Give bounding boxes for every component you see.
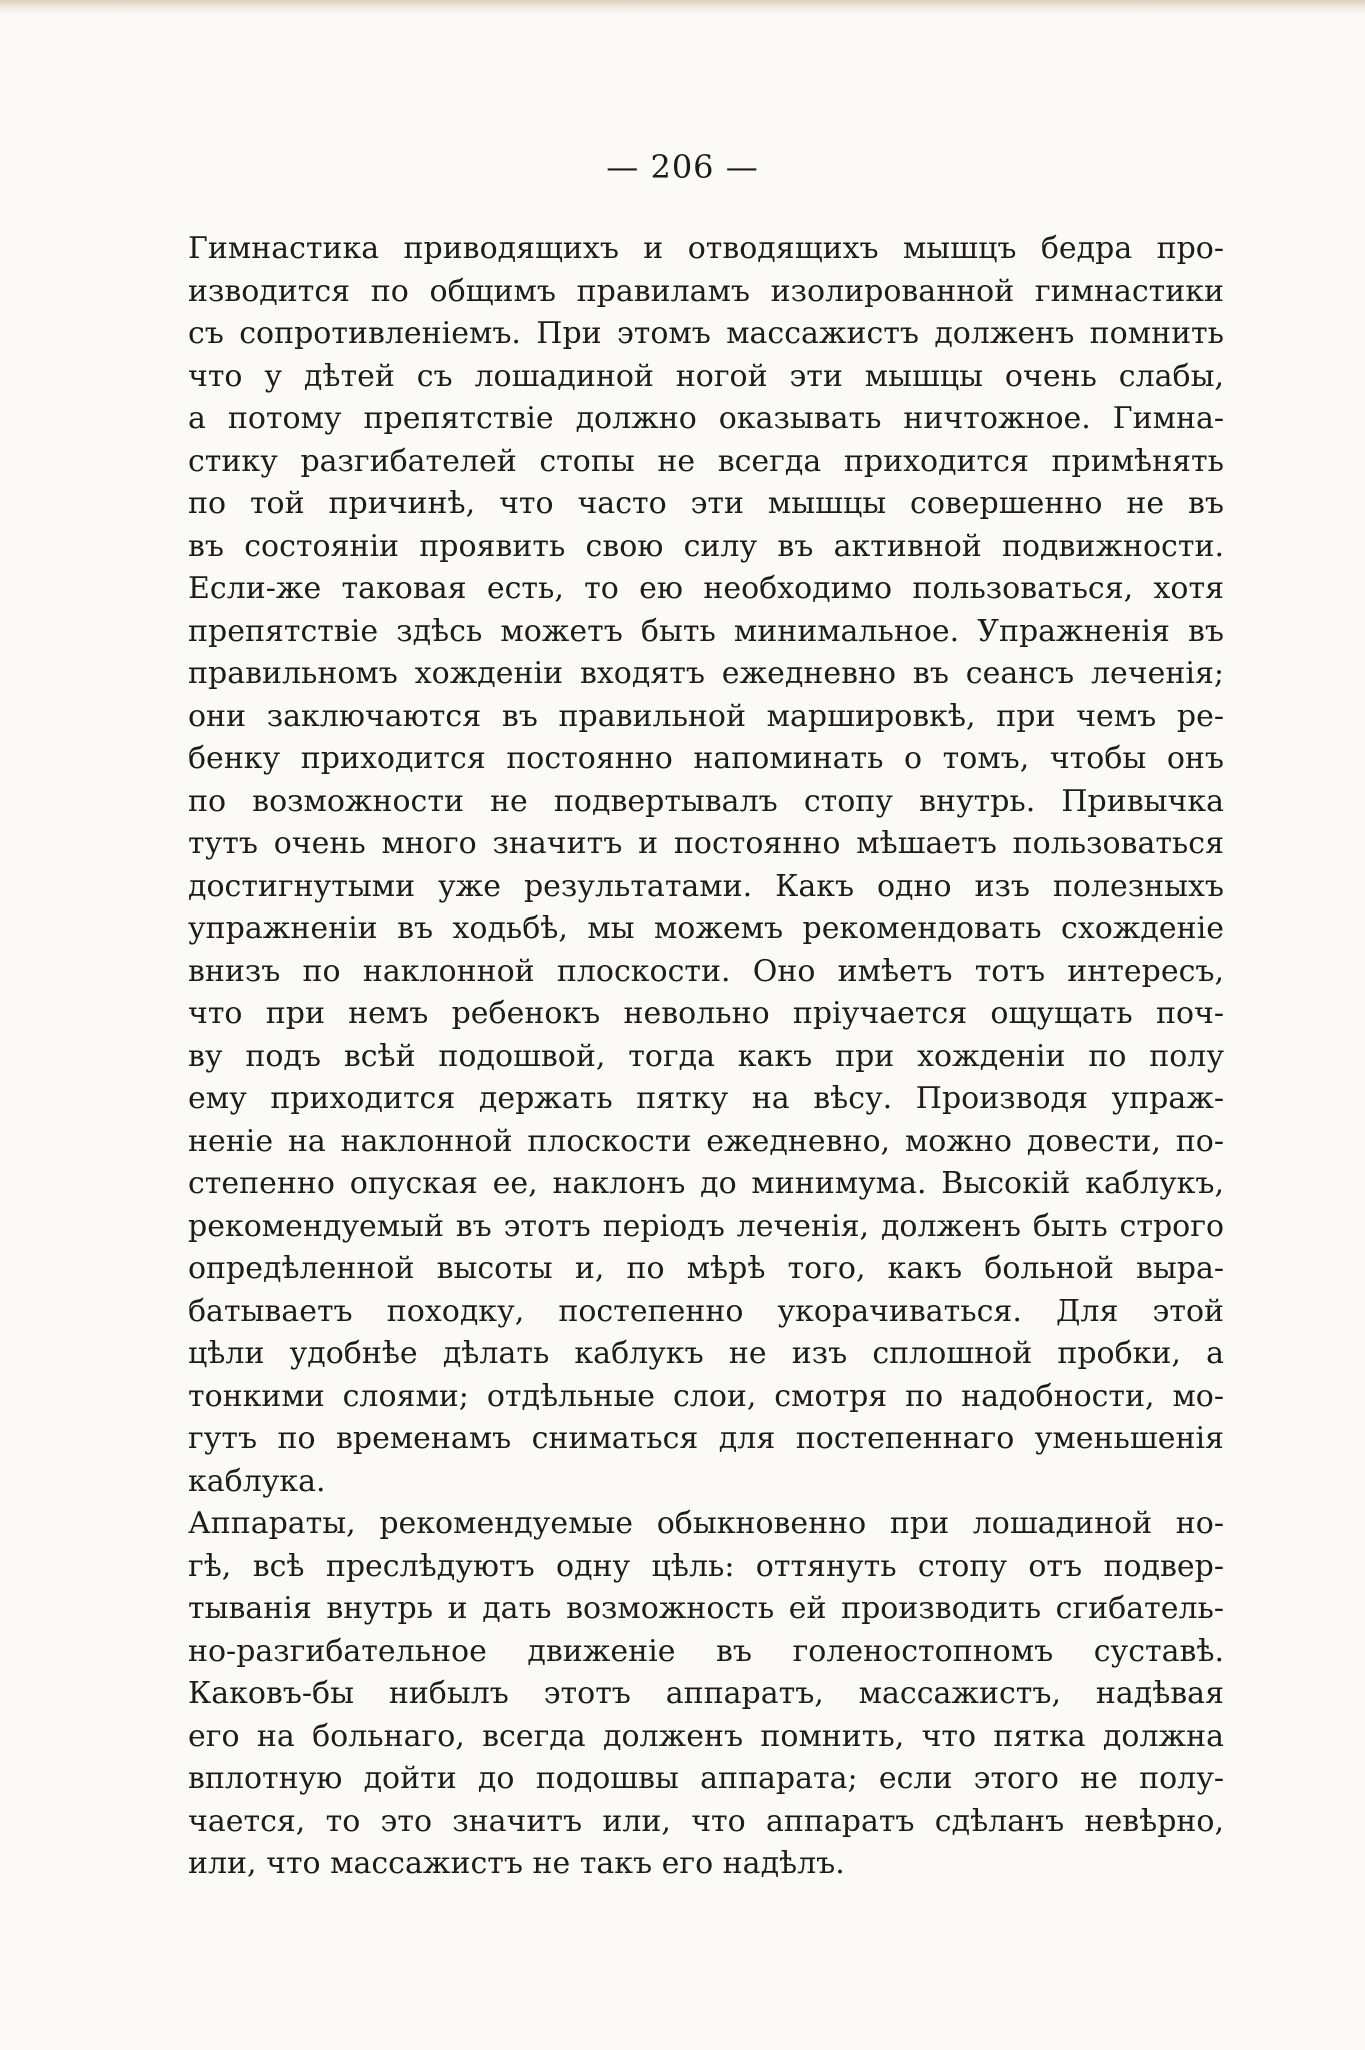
text-line: чается, то это значитъ или, что аппаратъ сдѣланъ невѣрно, <box>188 1803 1224 1839</box>
text-line: внизъ по наклонной плоскости. Оно имѣетъ тотъ интересъ, <box>188 953 1224 989</box>
text-line: Каковъ-бы нибылъ этотъ аппаратъ, массажистъ, надѣвая <box>188 1676 1224 1711</box>
paragraph <box>188 1503 1224 1886</box>
text-line: они заключаются въ правильной маршировкѣ, при чемъ ре- <box>188 698 1224 734</box>
text-line: Если-же таковая есть, то ею необходимо пользоваться, хотя <box>188 571 1224 606</box>
text-line: гутъ по временамъ сниматься для постепеннаго уменьшенiя <box>188 1421 1224 1456</box>
text-line: по возможности не подвертывалъ стопу внутрь. Привычка <box>188 783 1224 819</box>
text-line: цѣли удобнѣе дѣлать каблукъ не изъ сплошной пробки, а <box>188 1336 1224 1371</box>
text-line: что при немъ ребенокъ невольно прiучается ощущать поч- <box>188 996 1224 1031</box>
text-line: гѣ, всѣ преслѣдуютъ одну цѣль: оттянуть стопу отъ подвер- <box>188 1548 1224 1584</box>
text-line: каблука. <box>188 1463 326 1499</box>
text-line: тыванiя внутрь и дать возможность ей производить сгибатель- <box>188 1591 1224 1626</box>
text-line: правильномъ хожденiи входятъ ежедневно въ сеансъ леченiя; <box>188 656 1224 691</box>
text-line: рекомендуемый въ этотъ перiодъ леченiя, долженъ быть строго <box>188 1208 1224 1244</box>
text-line: тутъ очень много значитъ и постоянно мѣшаетъ пользоваться <box>188 826 1224 861</box>
text-line: ему приходится держать пятку на вѣсу. Производя упраж- <box>188 1081 1224 1116</box>
text-line: а потому препятствiе должно оказывать ничтожное. Гимна- <box>188 401 1224 436</box>
text-line: съ сопротивленiемъ. При этомъ массажистъ долженъ помнить <box>188 316 1224 351</box>
text-line: но-разгибательное движенiе въ голеностопномъ суставѣ. <box>188 1633 1224 1669</box>
text-line: его на больнаго, всегда долженъ помнить, что пятка должна <box>188 1718 1224 1754</box>
text-line: Аппараты, рекомендуемые обыкновенно при лошадиной но- <box>188 1506 1224 1541</box>
text-line: опредѣленной высоты и, по мѣрѣ того, какъ больной выра- <box>188 1251 1224 1286</box>
paragraph <box>188 228 1224 1503</box>
text-line: вплотную дойти до подошвы аппарата; если этого не полу- <box>188 1761 1224 1796</box>
text-line: стику разгибателей стопы не всегда приходится примѣнять <box>188 443 1224 479</box>
text-line: въ состоянiи проявить свою силу въ активной подвижности. <box>188 528 1224 564</box>
text-line: Гимнастика приводящихъ и отводящихъ мышцъ бедра про- <box>188 231 1224 266</box>
text-line: бенку приходится постоянно напоминать о томъ, чтобы онъ <box>188 741 1224 776</box>
text-line: по той причинѣ, что часто эти мышцы совершенно не въ <box>188 486 1224 521</box>
text-line: препятствiе здѣсь можетъ быть минимальное. Упражненiя въ <box>188 613 1224 649</box>
text-line: тонкими слоями; отдѣльные слои, смотря по надобности, мо- <box>188 1378 1224 1414</box>
text-line: или, что массажистъ не такъ его надѣлъ. <box>188 1846 845 1881</box>
page-number: — 206 — <box>606 148 759 186</box>
text-line: степенно опуская ее, наклонъ до минимума. Высокiй каблукъ, <box>188 1166 1224 1201</box>
text-line: упражненiи въ ходьбѣ, мы можемъ рекомендовать схожденiе <box>188 911 1224 946</box>
text-line: ву подъ всѣй подошвой, тогда какъ при хожденiи по полу <box>188 1038 1224 1074</box>
page-top-edge <box>0 0 1365 14</box>
text-column <box>188 228 1224 1886</box>
text-line: батываетъ походку, постепенно укорачиваться. Для этой <box>188 1293 1224 1329</box>
text-line: достигнутыми уже результатами. Какъ одно изъ полезныхъ <box>188 868 1224 904</box>
text-line: что у дѣтей съ лошадиной ногой эти мышцы очень слабы, <box>188 358 1224 394</box>
text-line: изводится по общимъ правиламъ изолированной гимнастики <box>188 273 1224 309</box>
text-line: ненiе на наклонной плоскости ежедневно, можно довести, по- <box>188 1123 1224 1159</box>
